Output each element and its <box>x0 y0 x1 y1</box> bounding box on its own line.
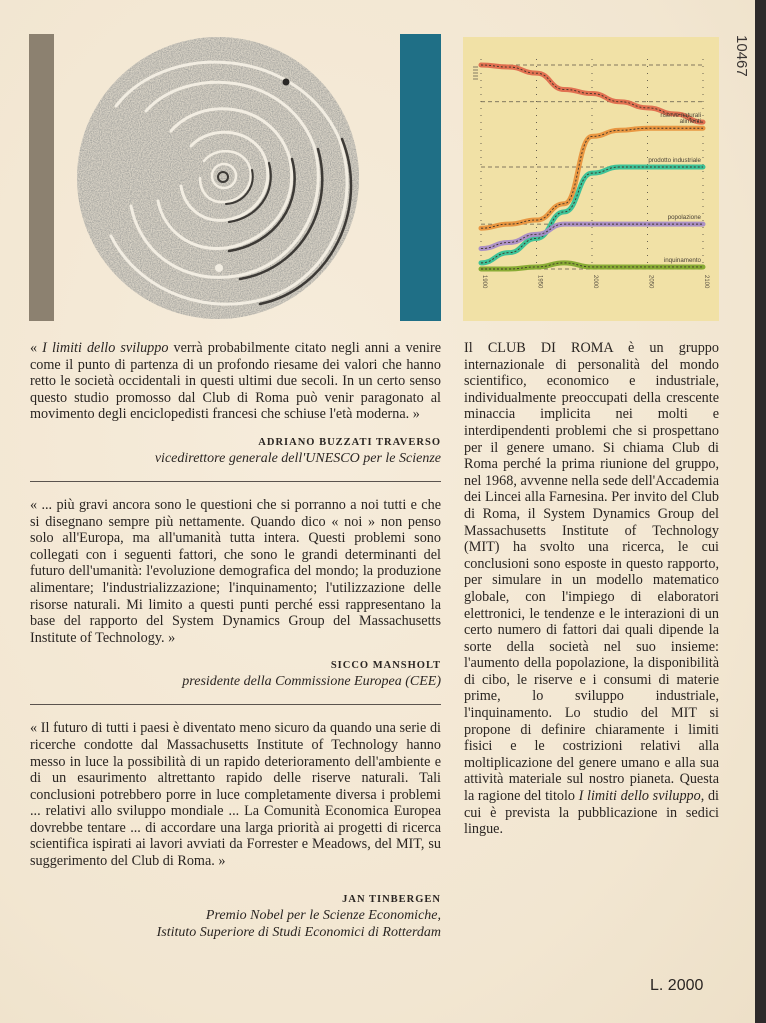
quote-body: verrà probabilmente citato negli anni a venire come il punto di partenza di un profondo riesame dei valori che hanno retto le società occidentali in questi ultimi due secoli. In un certo senso questo studio promosso dal Club di Roma può venir paragonato al movimento degli enciclopedisti francesi che schiuse l'età moderna. » <box>30 340 442 423</box>
series-label: popolazione <box>667 214 701 222</box>
book-title-italic: I limiti dello sviluppo <box>42 340 169 356</box>
series-label: alimenti <box>679 118 701 126</box>
chart-series <box>481 65 703 269</box>
quote-author-role: vicedirettore generale dell'UNESCO per le Scienze <box>154 450 441 466</box>
disc-dot <box>215 264 223 272</box>
about-text-body: Il CLUB DI ROMA è un gruppo internazionale di personalità del mondo scientifico, economico e industriale, individualmente preoccupati della crescente minaccia implicita nei molti e interdipendenti problemi che si prospettano per il genere umano. Si chiama Club di Roma perché la prima riunione del gruppo, nel 1968, avvenne nella sede dell'Accademia dei Lincei alla Farnesina. Per invito del Club di Roma, il System Dynamics Group del Massachusetts Institute of Technology (MIT) ha svolto una ricerca, le cui conclusioni sono esposte in questo rapporto, per simulare in un modello matematico globale, con l'impiego di elaboratori elettronici, le tendenze e le interazioni di un certo numero di fattori dai quali dipende la sorte della società nel suo insieme: l'aumento della popolazione, la disponibilità di cibo, le riserve e i consumi di materie prime, lo sviluppo industriale, l'inquinamento. Lo studio del MIT si propone di definire chiaramente i limiti fisici e le costrizioni relativi alla moltiplicazione del genere umano e alla sua attività materiale sul nostro pianeta. Questa la ragione del titolo <box>464 340 719 805</box>
quote-author: ADRIANO BUZZATI TRAVERSO <box>258 436 441 448</box>
x-tick-label: 2100 <box>703 275 709 289</box>
quote-text <box>30 340 441 423</box>
decorative-teal-bar <box>400 34 441 321</box>
quote-author: SICCO MANSHOLT <box>330 660 441 672</box>
x-tick-label: 2050 <box>647 275 654 289</box>
divider <box>30 481 441 482</box>
about-text-end: , di cui è prevista la pubblicazione in sedici lingue. <box>464 788 719 838</box>
x-tick-label: 1950 <box>536 275 543 289</box>
book-spine-edge <box>755 0 766 1023</box>
quote-author-institution: Istituto Superiore di Studi Economici di Rotterdam <box>156 924 441 940</box>
concentric-rings-image <box>76 36 360 320</box>
world-model-chart <box>463 37 719 321</box>
book-title-italic: I limiti dello sviluppo <box>578 788 701 805</box>
quote-buzzati <box>30 340 441 467</box>
catalog-number: 10467 <box>733 35 750 77</box>
quote-author-role: presidente della Commissione Europea (CEE) <box>182 674 441 690</box>
quote-attribution <box>30 435 441 467</box>
quote-text: « Il futuro di tutti i paesi è diventato meno sicuro da quando una serie di ricerche condotte dal Massachusetts Institute of Technology hanno messo in luce la possibilità di un rapido deterioramento dell'ambiente e di un esaurimento altrettanto rapido delle riserve naturali. Tali conclusioni potrebbero porre in luce completamente diversa i problemi ... relativi allo sviluppo mondiale ... La Comunità Economica Europea dovrebbe tentare ... di accordare una larga priorità ai progetti di ricerca scientifica ispirati ai lavori avviati da Forrester e Meadows, del MIT, su suggerimento del Club di Roma. » <box>30 720 441 870</box>
x-tick-label: 2000 <box>592 275 598 289</box>
quote-mansholt <box>30 497 441 690</box>
quote-author-role: Premio Nobel per le Scienze Economiche, <box>205 907 441 923</box>
quotes-column <box>30 340 441 941</box>
quote-author: JAN TINBERGEN <box>342 893 441 905</box>
quote-text: « ... più gravi ancora sono le questioni che si porranno a noi tutti e che si disegnano sempre più nettamente. Quando dico « noi » non penso solo all'Europa, ma all'umanità tutta intera. Questi problemi sono collegati con i seguenti fattori, che sono le grandi determinanti del futuro dell'umanità: l'evoluzione demografica del mondo; la produzione alimentare; l'industrializzazione; l'inquinamento; l'utilizzazione delle risorse naturali. Mi limito a questi punti perché essi rappresentano la base del rapporto del System Dynamics Group del Massachusetts Institute of Technology. » <box>30 496 441 646</box>
x-tick-label: 1900 <box>481 275 487 289</box>
quote-open-mark: « <box>30 340 43 356</box>
quote-attribution <box>30 892 441 941</box>
quote-attribution <box>30 658 441 690</box>
about-club-di-roma <box>464 340 719 838</box>
quote-tinbergen <box>30 720 441 940</box>
series-label: inquinamento <box>663 256 701 264</box>
divider <box>30 704 441 705</box>
series-label: riserve naturali <box>660 112 701 120</box>
rings-illustration <box>76 36 360 320</box>
decorative-grey-bar <box>29 34 54 321</box>
price-label: L. 2000 <box>650 977 704 994</box>
chart-grid <box>473 59 703 269</box>
world-model-chart-panel <box>463 37 719 321</box>
series-label: prodotto industriale <box>648 157 701 164</box>
about-text <box>464 340 719 838</box>
